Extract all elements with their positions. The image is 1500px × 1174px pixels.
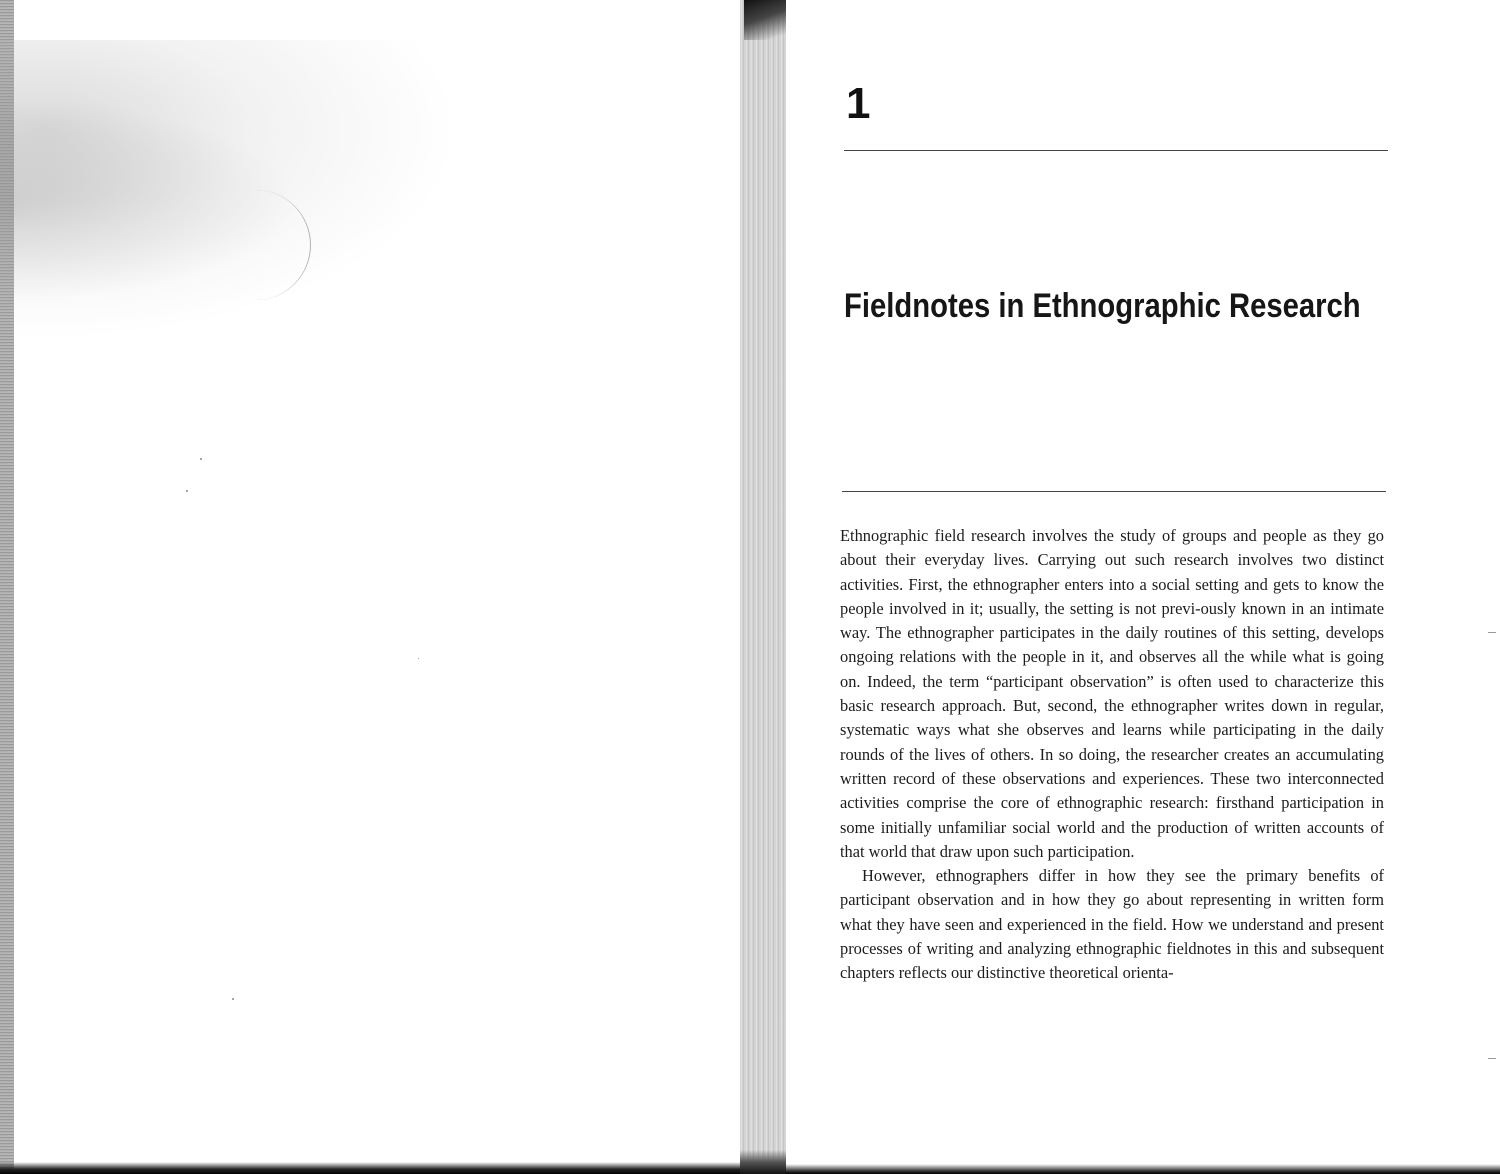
scan-speck: [232, 998, 234, 1000]
page-edge-mark: [1488, 1058, 1496, 1059]
left-page-bottom-edge: [0, 1162, 748, 1174]
chapter-number-rule: [844, 150, 1388, 151]
chapter-body: [840, 524, 1384, 986]
scan-speck: [186, 490, 188, 492]
scan-speck: [418, 658, 419, 659]
chapter-title: Fieldnotes in Ethnographic Research: [844, 287, 1361, 325]
body-paragraph: However, ethnographers differ in how they see the primary benefits of participant observation and in how they go about representing in written form what they have seen and experienced in the field. How we understand and present processes of writing and analyzing ethnographic fieldnotes in this and subsequent chapters reflects our distinctive theoretical orienta-: [840, 866, 1384, 983]
chapter-title-rule: [842, 491, 1386, 492]
body-paragraph: Ethnographic field research involves the study of groups and people as they go about their everyday lives. Carrying out such research involves two distinct activities. First, the ethnographer enters into a social setting and gets to know the people involved in it; usually, the setting is not previ-ously known in an intimate way. The ethnographer participates in the daily routines of this setting, develops ongoing relations with the people in it, and observes all the while what is going on. Indeed, the term “participant observation” is often used to characterize this basic research approach. But, second, the ethnographer writes down in regular, systematic ways what she observes and learns while participating in the daily rounds of the lives of others. In so doing, the researcher creates an accumulating written record of these observations and experiences. These two interconnected activities comprise the core of ethnographic research: firsthand participation in some initially unfamiliar social world and the production of written accounts of that world that draw upon such participation.: [840, 526, 1384, 861]
chapter-number: 1: [846, 79, 871, 128]
right-page: [786, 0, 1500, 1174]
page-edge-mark: [1488, 632, 1496, 633]
book-gutter: [740, 0, 786, 1174]
gutter-bottom-shadow: [740, 1150, 790, 1174]
scan-speck: [200, 458, 202, 460]
left-page: [0, 0, 748, 1174]
right-page-bottom-edge: [786, 1164, 1500, 1174]
